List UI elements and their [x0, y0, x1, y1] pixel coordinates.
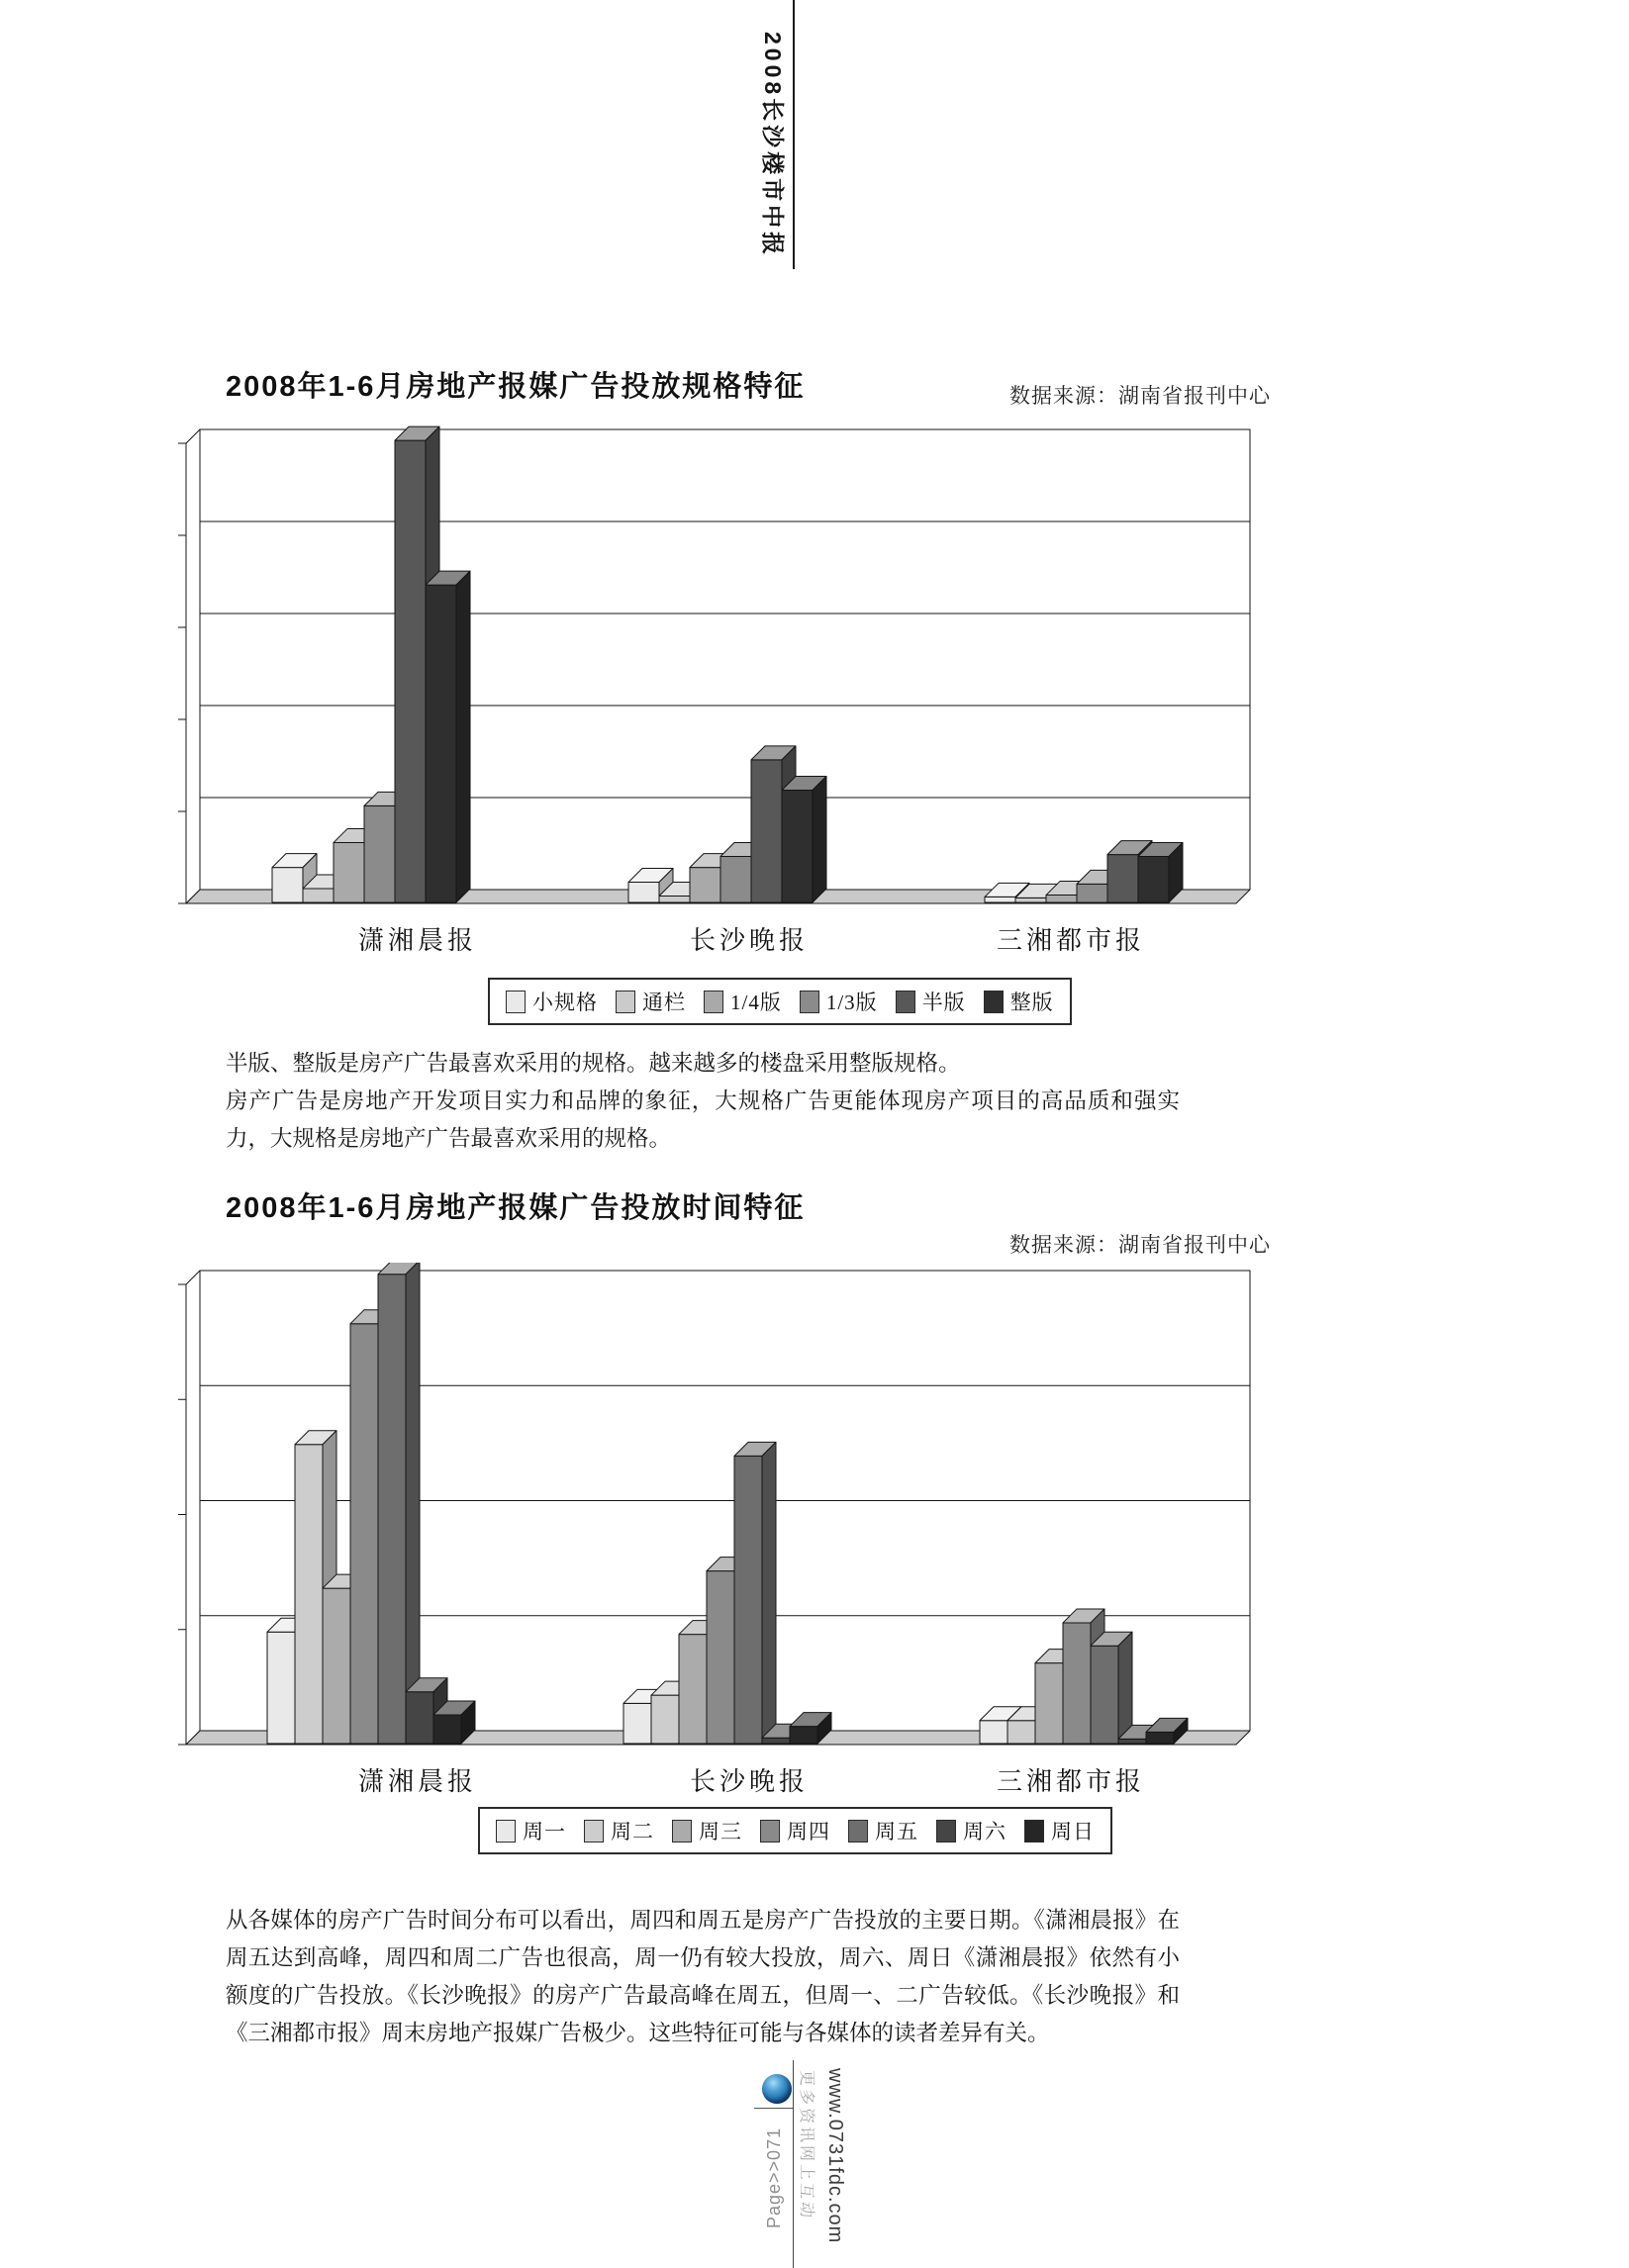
- legend-swatch: [496, 1820, 516, 1843]
- bar-front: [364, 805, 395, 902]
- bar-front: [707, 1571, 734, 1744]
- bar-front: [1035, 1663, 1063, 1744]
- legend-swatch: [704, 991, 723, 1013]
- legend-label: 周三: [699, 1820, 742, 1843]
- section1-paragraph-1: 半版、整版是房产广告最喜欢采用的规格。越来越多的楼盘采用整版规格。: [226, 1051, 961, 1076]
- legend-swatch: [760, 1820, 780, 1843]
- header-divider-line: [793, 0, 795, 269]
- legend-label: 通栏: [642, 991, 686, 1014]
- chart-ad-size-3d-bar: [176, 422, 1270, 968]
- category-label: 长沙晚报: [689, 926, 810, 955]
- legend-item: [506, 987, 598, 1016]
- category-label: 三湘都市报: [996, 926, 1146, 955]
- site-logo-icon: [762, 2074, 792, 2104]
- legend-swatch: [896, 991, 915, 1013]
- legend-label: 周六: [963, 1820, 1006, 1843]
- bar-front: [790, 1727, 817, 1744]
- bar-front: [378, 1275, 406, 1744]
- legend-item: [936, 1816, 1006, 1845]
- bar-front: [628, 883, 659, 902]
- bar-front: [1118, 1739, 1146, 1744]
- legend-label: 周二: [611, 1820, 654, 1843]
- legend-item: [896, 987, 966, 1016]
- legend-label: 周一: [523, 1820, 566, 1843]
- chart-ad-weekday-3d-bar: [176, 1263, 1270, 1809]
- bar-front: [426, 585, 456, 902]
- category-label: 潇湘晨报: [357, 1767, 478, 1796]
- bar-front: [350, 1324, 378, 1744]
- bar-front: [295, 1445, 323, 1744]
- category-label: 长沙晚报: [689, 1767, 810, 1796]
- legend-swatch: [584, 1820, 604, 1843]
- section1-title: 2008年1-6月房地产报媒广告投放规格特征: [226, 371, 806, 403]
- section2-source: 数据来源：湖南省报刊中心: [1009, 1233, 1271, 1257]
- bar-side: [762, 1442, 776, 1744]
- bar-front: [690, 868, 720, 902]
- section1-source: 数据来源：湖南省报刊中心: [1009, 384, 1271, 408]
- bar-front: [751, 760, 782, 902]
- bar-front: [679, 1635, 707, 1744]
- bar-front: [651, 1695, 679, 1744]
- legend-swatch: [1024, 1820, 1044, 1843]
- legend-item: [584, 1816, 654, 1845]
- legend-label: 周五: [875, 1820, 918, 1843]
- legend-item: [672, 1816, 742, 1845]
- footer-divider-line: [793, 2060, 794, 2268]
- legend-swatch: [936, 1820, 956, 1843]
- legend-item: [760, 1816, 830, 1845]
- bar-front: [334, 843, 364, 902]
- bar-front: [272, 868, 303, 902]
- bar-front: [762, 1738, 790, 1744]
- footer-tick-line: [754, 2108, 793, 2109]
- side-header-text: 2008长沙楼市中报: [760, 32, 786, 259]
- bar-front: [1046, 896, 1077, 902]
- bar-front: [1077, 884, 1107, 902]
- legend-swatch: [984, 991, 1004, 1013]
- bar-front: [406, 1692, 433, 1744]
- legend-swatch: [672, 1820, 692, 1843]
- footer-page-number: Page>>071: [764, 2126, 784, 2228]
- footer-url-vertical: www.0731fdc.com: [824, 2068, 846, 2244]
- bar-front: [980, 1721, 1007, 1744]
- legend-label: 1/4版: [730, 991, 782, 1014]
- bar-front: [1007, 1721, 1035, 1744]
- chart1-legend: [488, 978, 1072, 1025]
- bar-front: [395, 440, 426, 902]
- bar-side: [406, 1263, 420, 1744]
- bar-front: [323, 1588, 350, 1744]
- bar-front: [1138, 857, 1169, 903]
- legend-label: 半版: [921, 991, 966, 1014]
- bar-front: [734, 1456, 762, 1744]
- bar-front: [985, 897, 1015, 902]
- bar-front: [1091, 1646, 1118, 1744]
- legend-item: [984, 987, 1054, 1016]
- section2-title: 2008年1-6月房地产报媒广告投放时间特征: [226, 1192, 806, 1224]
- bar-front: [623, 1703, 651, 1744]
- bar-front: [782, 791, 813, 902]
- bar-front: [1107, 855, 1138, 902]
- category-label: 潇湘晨报: [357, 926, 478, 955]
- legend-item: [1024, 1816, 1095, 1845]
- footer-slogan-vertical: 更多资讯网上互动: [798, 2070, 814, 2221]
- category-label: 三湘都市报: [996, 1767, 1146, 1796]
- chart2-legend: [478, 1807, 1112, 1854]
- bar-side: [813, 777, 826, 902]
- bar-front: [267, 1632, 295, 1744]
- section2-paragraph-1: 从各媒体的房产广告时间分布可以看出，周四和周五是房产广告投放的主要日期。《潇湘晨报》在周五达到高峰，周四和周二广告也很高，周一仍有较大投放，周六、周日《潇湘晨报》依然有小额度的广告投放。《长沙晚报》的房产广告最高峰在周五，但周一、二广告较低。《长沙晚报》和《三湘都市报》周末房地产报媒广告极少。这些特征可能与各媒体的读者差异有关。: [226, 1908, 1180, 2045]
- legend-swatch: [506, 991, 526, 1013]
- bar-front: [303, 889, 334, 902]
- legend-item: [704, 987, 782, 1016]
- legend-swatch: [848, 1820, 868, 1843]
- bar-front: [1015, 898, 1046, 902]
- legend-swatch: [616, 991, 635, 1013]
- bar-front: [1063, 1623, 1091, 1744]
- legend-label: 1/3版: [825, 991, 878, 1014]
- legend-label: 周日: [1051, 1820, 1095, 1843]
- legend-item: [800, 987, 878, 1016]
- legend-item: [616, 987, 686, 1016]
- legend-label: 整版: [1009, 991, 1054, 1014]
- legend-swatch: [800, 991, 819, 1013]
- section1-paragraph-2: 房产广告是房地产开发项目实力和品牌的象征，大规格广告更能体现房产项目的高品质和强实力，大规格是房地产广告最喜欢采用的规格。: [226, 1088, 1180, 1151]
- bar-front: [659, 896, 690, 902]
- legend-item: [496, 1816, 566, 1845]
- legend-item: [848, 1816, 918, 1845]
- bar-front: [1146, 1732, 1174, 1744]
- legend-label: 周四: [787, 1820, 830, 1843]
- legend-label: 小规格: [532, 991, 598, 1014]
- bar-front: [720, 857, 751, 903]
- bar-side: [456, 571, 470, 902]
- bar-front: [433, 1715, 461, 1744]
